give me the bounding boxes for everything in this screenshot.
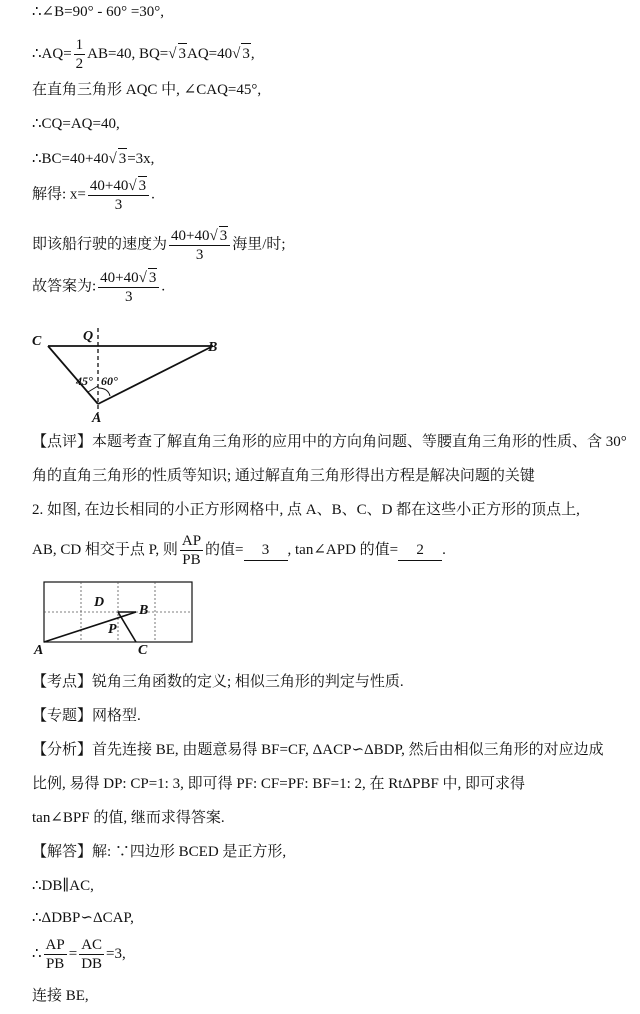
fraction: $\frac{AP}{PB}$: [181, 533, 202, 568]
problem2-line-2: AB, CD 相交于点 P, 则 $\frac{AP}{PB}$ 的值= 3 , tan∠APD 的值= 2 .: [32, 533, 446, 568]
label-c: C: [32, 334, 42, 349]
fraction: $\frac{40+40√ 3}{3}$: [88, 176, 149, 214]
comment-line-2: 角的直角三角形的性质等知识; 通过解直角三角形得出方程是解决问题的关键: [32, 468, 535, 484]
fraction: $\frac{40+40√ 3}{3}$: [98, 268, 159, 306]
kaodian-line: 【考点】锐角三角函数的定义; 相似三角形的判定与性质.: [32, 674, 404, 690]
step-line-3: ∴ $\frac{AP}{PB}$ = $\frac{AC}{DB}$ =3,: [32, 937, 126, 972]
label-p: P: [108, 622, 117, 637]
sol-line-1: ∴∠B=90° - 60° =30°,: [32, 4, 165, 20]
fraction: $\frac{1}{2}$: [75, 37, 84, 72]
fraction: $\frac{AC}{DB}$: [81, 937, 103, 972]
jieda-line: 【解答】解: ∵四边形 BCED 是正方形,: [32, 844, 287, 860]
label-angle-60: 60°: [101, 374, 118, 388]
sol-line-5: ∴BC=40+40√ 3=3x,: [32, 148, 154, 169]
label-a: A: [92, 411, 102, 426]
sol-line-6: 解得: x= $\frac{40+40√ 3}{3}$ .: [32, 178, 155, 213]
step-line-1: ∴DB∥AC,: [32, 878, 94, 894]
label-c: C: [138, 643, 148, 656]
grid-figure: [30, 576, 210, 656]
segment-ab: [44, 612, 136, 642]
fenxi-line-2: 比例, 易得 DP: CP=1: 3, 即可得 PF: CF=PF: BF=1: 2, 在 RtΔPBF 中, 即可求得: [32, 776, 526, 792]
segment-dc: [118, 612, 136, 642]
fraction: $\frac{AP}{PB}$: [45, 937, 65, 972]
zhuanti-line: 【专题】网格型.: [32, 708, 141, 724]
triangle-figure: [28, 318, 258, 428]
sol-line-8: 故答案为: $\frac{40+40√ 3}{3}$ .: [32, 270, 166, 305]
angle-arc-60: [98, 388, 110, 396]
sol-line-2: ∴AQ= $\frac{1}{2}$ AB=40, BQ=√ 3AQ=40√ 3,: [32, 37, 255, 72]
label-q: Q: [83, 329, 94, 344]
step-line-4: 连接 BE,: [32, 988, 89, 1004]
label-angle-45: 45°: [76, 374, 93, 388]
problem2-line-1: 2. 如图, 在边长相同的小正方形网格中, 点 A、B、C、D 都在这些小正方形的顶点上,: [32, 502, 580, 518]
label-b: B: [208, 340, 218, 355]
label-b: B: [139, 603, 149, 618]
answer-blank-2: 2: [398, 540, 442, 561]
answer-blank-1: 3: [244, 540, 288, 561]
sol-line-4: ∴CQ=AQ=40,: [32, 116, 120, 132]
comment-line-1: 【点评】本题考查了解直角三角形的应用中的方向角问题、等腰直角三角形的性质、含 30°: [32, 434, 627, 450]
fraction: $\frac{40+40√ 3}{3}$: [169, 226, 230, 264]
label-a: A: [34, 643, 44, 656]
sol-line-3: 在直角三角形 AQC 中, ∠CAQ=45°,: [32, 82, 262, 98]
step-line-2: ∴ΔDBP∽ΔCAP,: [32, 910, 134, 926]
label-d: D: [94, 595, 105, 610]
sol-line-7: 即该船行驶的速度为 $\frac{40+40√ 3}{3}$ 海里/时;: [32, 228, 286, 263]
fenxi-line-3: tan∠BPF 的值, 继而求得答案.: [32, 810, 225, 826]
fenxi-line-1: 【分析】首先连接 BE, 由题意易得 BF=CF, ΔACP∽ΔBDP, 然后由相似三角形的对应边成: [32, 742, 604, 758]
